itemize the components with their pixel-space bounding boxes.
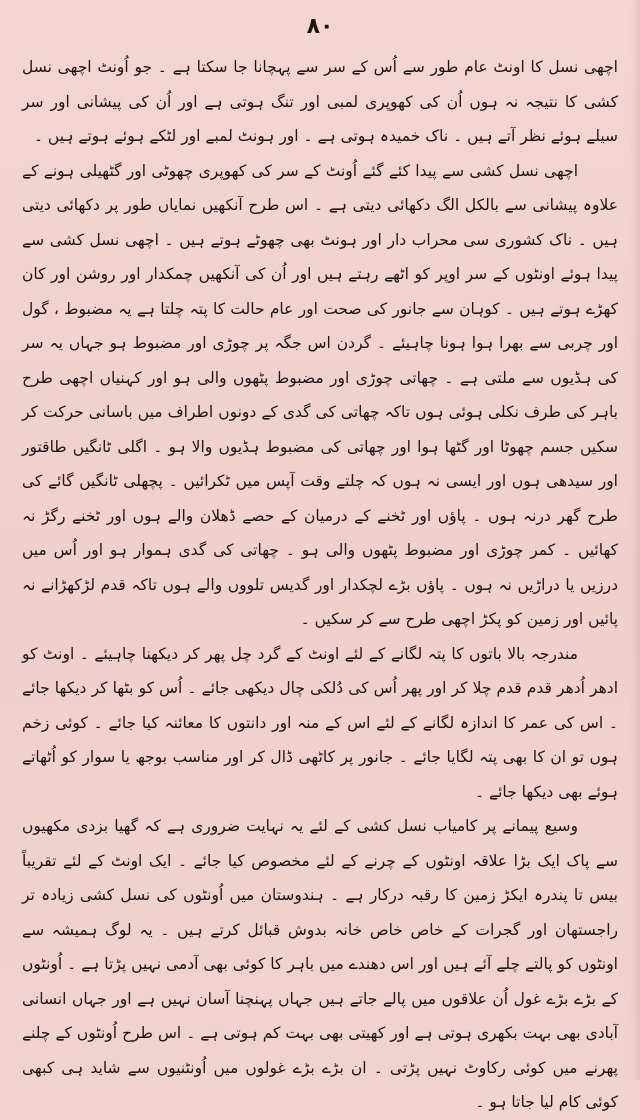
body-text xyxy=(22,50,618,1120)
paragraph-4: وسیع پیمانے پر کامیاب نسل کشی کے لئے یہ نہایت ضروری ہے کہ گھیا بزدی مکھیوں سے پاک ایک بڑا علاقہ اونٹوں کے چرنے کے لئے مخصوص کیا جائے ۔ ایک اونٹ کے لئے تقریباً بیس تا پندرہ ایکڑ زمین کا رقبہ درکار ہے ۔ ہندوستان میں اُونٹوں کی نسل کشی زیادہ تر راجستھان اور گجرات کے خاص خاص خانہ بدوش قبائل کرتے ہیں ۔ یہ لوگ ہمیشہ سے اونٹوں کو پالتے چلے آئے ہیں اور اس دھندے میں باہر کا کوئی بھی آدمی نہیں پڑتا ہے ۔ اُونٹوں کے بڑے بڑے غول اُن علاقوں میں پالے جاتے ہیں جہاں پہنچنا آسان نہیں ہے اور جہاں انسانی آبادی بھی بہت بکھری ہوتی ہے اور کھیتی بھی بہت کم ہوتی ہے ۔ اس طرح اُونٹوں کے چلنے پھرنے میں کوئی رکاوٹ نہیں پڑتی ۔ ان بڑے بڑے غولوں میں اُونٹنیوں سے شاید ہی کبھی کوئی کام لیا جاتا ہو ۔ xyxy=(22,817,618,1111)
page-edge-shadow xyxy=(630,0,640,1080)
paragraph-3: مندرجہ بالا باتوں کا پتہ لگانے کے لئے اونٹ کے گرد چل پھر کر دیکھنا چاہیئے ۔ اونٹ کو ادھر اُدھر قدم قدم چلا کر اور پھر اُس کی دُلکی چال دیکھی جائے ۔ اُس کو بٹھا کر دیکھا جائے ۔ اس کی عمر کا اندازہ لگانے کے لئے اس کے منہ اور دانتوں کا معائنہ کیا جائے ۔ کوئی زخم ہوں تو ان کا بھی پتہ لگایا جائے ۔ جانور پر کاٹھی ڈال کر اور مناسب بوجھ یا سوار کو اُٹھاتے ہوئے بھی دیکھا جائے ۔ xyxy=(22,644,618,801)
paragraph-1: اچھی نسل کا اونٹ عام طور سے اُس کے سر سے پہچانا جا سکتا ہے ۔ جو اُونٹ اچھی نسل کشی کا نتیجہ نہ ہوں اُن کی کھوپری لمبی اور تنگ ہوتی ہے اور اُن کی پیشانی اور سر سیلے ہوئے نظر آتے ہیں ۔ ناک خمیدہ ہوتی ہے ۔ اور ہونٹ لمبے اور لٹکے ہوئے ہوتے ہیں ۔ xyxy=(22,58,618,145)
paragraph-2: اچھی نسل کشی سے پیدا کئے گئے اُونٹ کے سر کی کھوپری چھوٹی اور گٹھیلی ہونے کے علاوہ پیشانی سے بالکل الگ دکھائی دیتی ہے ۔ اس طرح آنکھیں نمایاں طور پر دکھائی دیتی ہیں ۔ ناک کشوری سی محراب دار اور ہونٹ بھی چھوٹے ہوتے ہیں ۔ اچھی نسل کشی سے پیدا ہوئے اونٹوں کے سر اوپر کو اٹھے رہتے ہیں اور اُن کی آنکھیں چمکدار اور روشن اور کان کھڑے ہوتے ہیں ۔ کوہان سے جانور کی صحت اور عام حالت کا پتہ چلتا ہے یہ مضبوط ، گول اور چربی سے بھرا ہوا ہونا چاہیئے ۔ گردن اس جگہ پر چوڑی اور مضبوط ہو جہاں یہ سر کی ہڈیوں سے ملتی ہے ۔ چھاتی چوڑی اور مضبوط پٹھوں والی ہو اور کہنیاں اچھی طرح باہر کی طرف نکلی ہوئی ہوں تاکہ چھاتی کی گدی کے دونوں اطراف میں باسانی حرکت کر سکیں جسم چھوٹا اور گٹھا ہوا اور چھاتی کی مضبوط ہڈیوں والا ہو ۔ اگلی ٹانگیں طاقتور اور سیدھی ہوں اور ایسی نہ ہوں کہ چلتے وقت آپس میں ٹکرائیں ۔ پچھلی ٹانگیں گائے کی طرح گھر درنہ ہوں ۔ پاؤں اور ٹخنے کے درمیان کے حصے ڈھلان والے ہوں اور ٹخنے رگڑ نہ کھائیں ۔ کمر چوڑی اور مضبوط پٹھوں والی ہو ۔ چھاتی کی گدی ہموار ہو اور اُس میں درزیں یا دراڑیں نہ ہوں ۔ پاؤں بڑے لچکدار اور گدیس تلووں والے ہوں تاکہ قدم لڑکھڑانے نہ پائیں اور زمین کو پکڑ اچھی طرح سے کر سکیں ۔ xyxy=(22,161,618,628)
page-number: ۸۰ xyxy=(306,14,334,39)
